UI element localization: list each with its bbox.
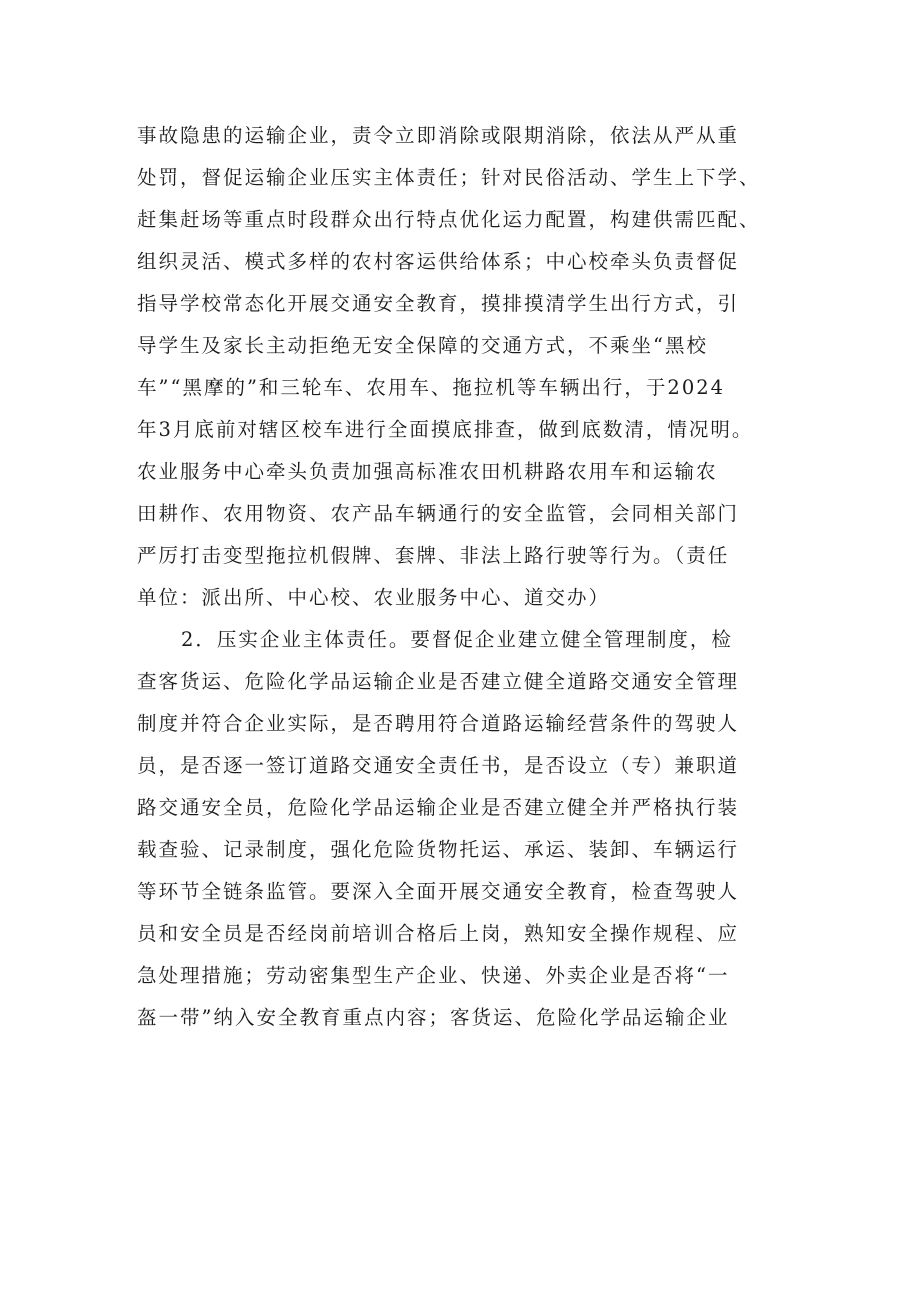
text-line: 严厉打击变型拖拉机假牌、套牌、非法上路行驶等行为。（责任 <box>137 544 730 567</box>
text-line: 盔一带”纳入安全教育重点内容；客货运、危险化学品运输企业 <box>137 1006 730 1029</box>
paragraph-enterprise-responsibility <box>137 619 797 1039</box>
text-line: 路交通安全员，危险化学品运输企业是否建立健全并严格执行装 <box>137 796 740 819</box>
text-line: 年3月底前对辖区校车进行全面摸底排查，做到底数清，情况明。 <box>137 418 754 441</box>
text-line-first-indented: 2．压实企业主体责任。要督促企业建立健全管理制度，检 <box>181 628 733 651</box>
text-line: 员，是否逐一签订道路交通安全责任书，是否设立（专）兼职道 <box>137 754 740 777</box>
text-line: 导学生及家长主动拒绝无安全保障的交通方式，不乘坐“黑校 <box>137 334 708 357</box>
text-line: 单位：派出所、中心校、农业服务中心、道交办） <box>137 586 611 609</box>
text-line: 田耕作、农用物资、农产品车辆通行的安全监管，会同相关部门 <box>137 502 740 525</box>
text-line: 制度并符合企业实际，是否聘用符合道路运输经营条件的驾驶人 <box>137 712 740 735</box>
text-line: 赶集赶场等重点时段群众出行特点优化运力配置，构建供需匹配、 <box>137 208 761 231</box>
text-line: 农业服务中心牵头负责加强高标准农田机耕路农用车和运输农 <box>137 460 718 483</box>
text-line: 员和安全员是否经岗前培训合格后上岗，熟知安全操作规程、应 <box>137 922 740 945</box>
text-line: 急处理措施；劳动密集型生产企业、快递、外卖企业是否将“一 <box>137 964 730 987</box>
text-line: 载查验、记录制度，强化危险货物托运、承运、装卸、车辆运行 <box>137 838 740 861</box>
text-line: 处罚，督促运输企业压实主体责任；针对民俗活动、学生上下学、 <box>137 166 761 189</box>
text-line: 车”“黑摩的”和三轮车、农用车、拖拉机等车辆出行，于2024 <box>137 376 726 399</box>
text-line: 查客货运、危险化学品运输企业是否建立健全道路交通安全管理 <box>137 670 740 693</box>
text-line: 组织灵活、模式多样的农村客运供给体系；中心校牵头负责督促 <box>137 250 740 273</box>
text-line: 指导学校常态化开展交通安全教育，摸排摸清学生出行方式，引 <box>137 292 740 315</box>
document-body <box>137 115 797 1039</box>
text-line: 事故隐患的运输企业，责令立即消除或限期消除，依法从严从重 <box>137 124 740 147</box>
paragraph-responsibility-units <box>137 115 797 619</box>
text-line: 等环节全链条监管。要深入全面开展交通安全教育，检查驾驶人 <box>137 880 740 903</box>
